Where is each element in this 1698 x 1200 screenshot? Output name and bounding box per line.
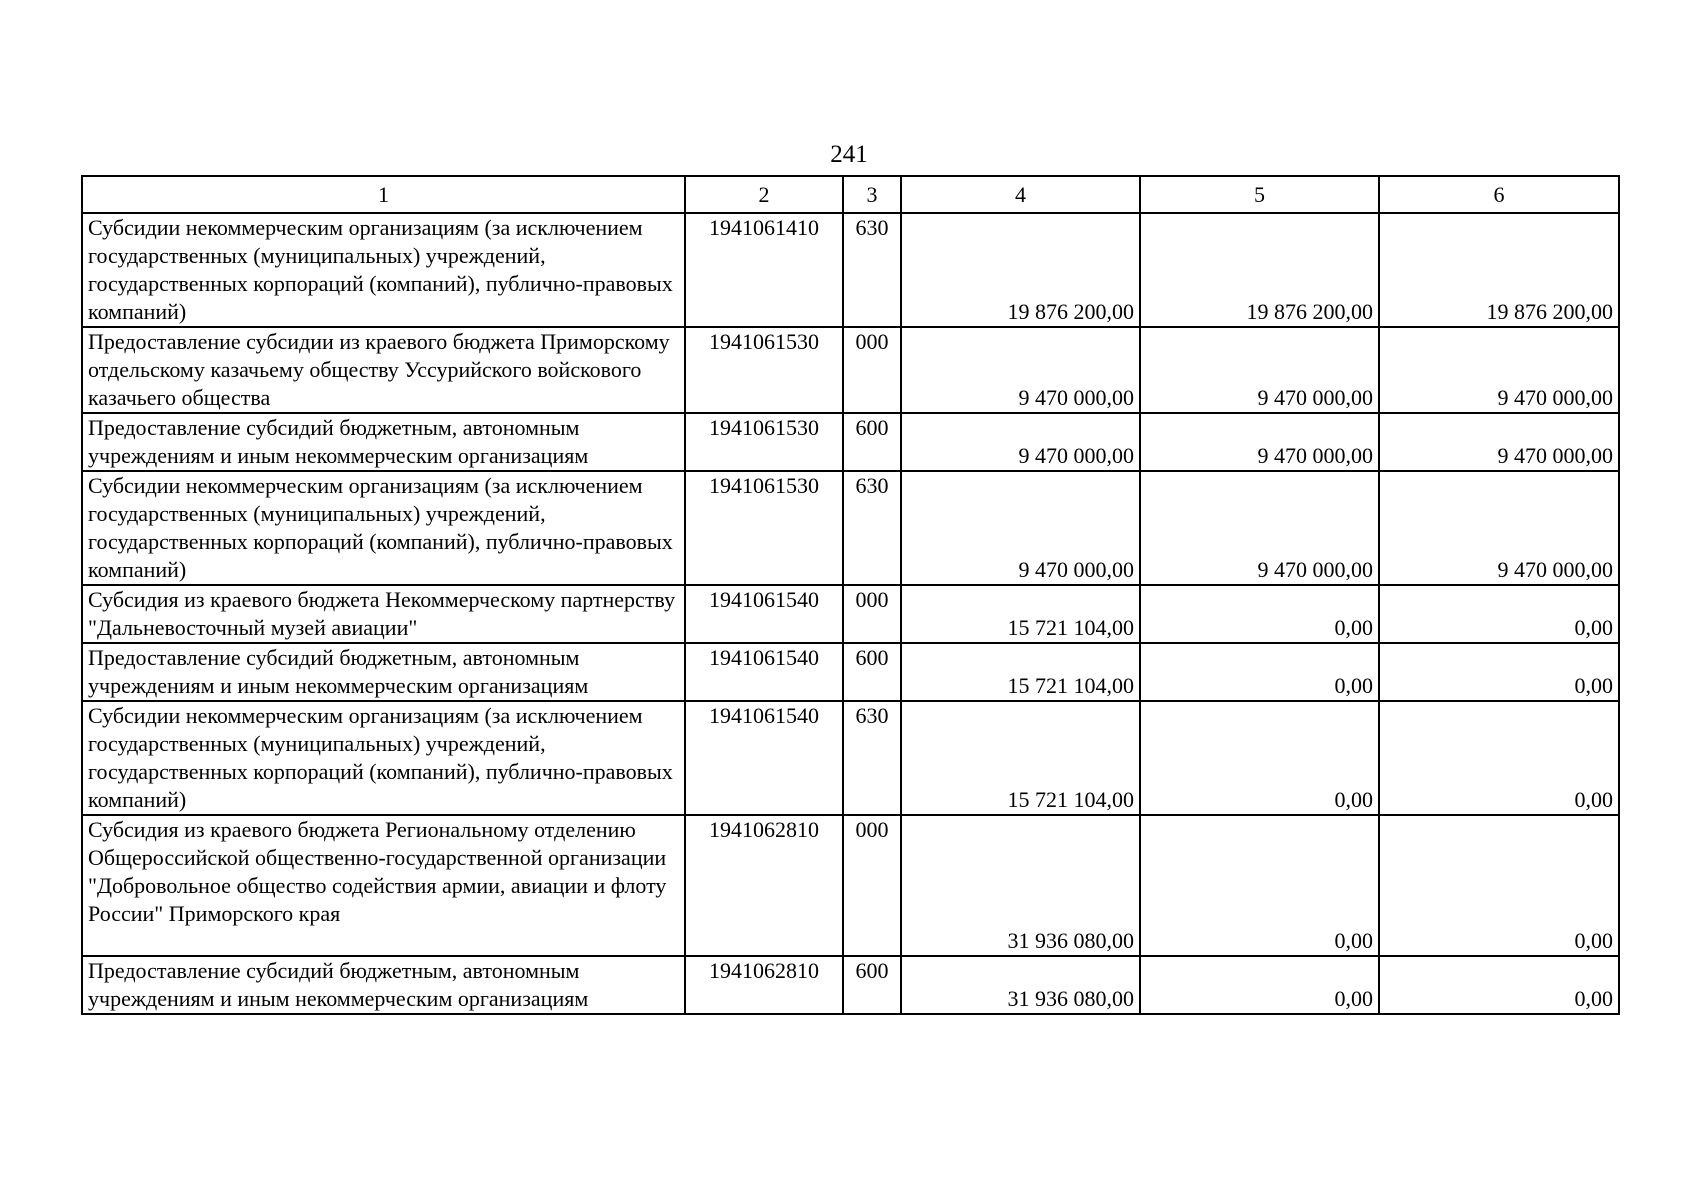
row-type: 630 [843,471,901,585]
row-code: 1941062810 [685,956,843,1014]
row-value-5: 0,00 [1140,956,1379,1014]
row-name: Субсидии некоммерческим организациям (за исключением государственных (муниципальных) учреждений, государственных корпораций (компаний), публично-правовых компаний) [82,471,685,585]
row-value-6: 19 876 200,00 [1379,213,1619,327]
table-body [82,213,1619,1014]
row-value-6: 9 470 000,00 [1379,413,1619,471]
table-row [82,327,1619,413]
row-type: 630 [843,701,901,815]
header-col-6: 6 [1379,176,1619,213]
row-value-5: 0,00 [1140,815,1379,956]
row-value-5: 0,00 [1140,585,1379,643]
row-value-4: 19 876 200,00 [901,213,1140,327]
row-code: 1941061540 [685,585,843,643]
table-row [82,471,1619,585]
row-value-6: 0,00 [1379,701,1619,815]
table-row [82,643,1619,701]
row-name: Предоставление субсидий бюджетным, автономным учреждениям и иным некоммерческим организациям [82,413,685,471]
row-name: Субсидия из краевого бюджета Региональному отделению Общероссийской общественно-государственной организации "Добровольное общество содействия армии, авиации и флоту России" Приморского края [82,815,685,956]
row-type: 000 [843,585,901,643]
budget-table [81,175,1620,1015]
row-value-6: 9 470 000,00 [1379,471,1619,585]
row-value-6: 0,00 [1379,643,1619,701]
table-header [82,176,1619,213]
row-value-4: 15 721 104,00 [901,585,1140,643]
row-value-4: 31 936 080,00 [901,815,1140,956]
header-col-2: 2 [685,176,843,213]
row-value-5: 9 470 000,00 [1140,471,1379,585]
row-value-6: 0,00 [1379,956,1619,1014]
table-row [82,701,1619,815]
table-row [82,956,1619,1014]
header-col-1: 1 [82,176,685,213]
header-row [82,176,1619,213]
row-code: 1941061540 [685,643,843,701]
row-code: 1941061540 [685,701,843,815]
row-value-4: 15 721 104,00 [901,701,1140,815]
row-name: Субсидии некоммерческим организациям (за исключением государственных (муниципальных) учреждений, государственных корпораций (компаний), публично-правовых компаний) [82,213,685,327]
row-type: 000 [843,815,901,956]
row-type: 600 [843,956,901,1014]
row-value-5: 9 470 000,00 [1140,327,1379,413]
header-col-3: 3 [843,176,901,213]
row-type: 630 [843,213,901,327]
table-row [82,413,1619,471]
row-code: 1941062810 [685,815,843,956]
row-type: 600 [843,413,901,471]
header-col-5: 5 [1140,176,1379,213]
row-value-6: 0,00 [1379,585,1619,643]
table-row [82,815,1619,956]
row-value-4: 31 936 080,00 [901,956,1140,1014]
row-value-4: 9 470 000,00 [901,471,1140,585]
table-row [82,585,1619,643]
row-code: 1941061410 [685,213,843,327]
row-code: 1941061530 [685,413,843,471]
row-code: 1941061530 [685,471,843,585]
row-code: 1941061530 [685,327,843,413]
row-name: Предоставление субсидии из краевого бюджета Приморскому отдельскому казачьему обществу Уссурийского войскового казачьего общества [82,327,685,413]
header-col-4: 4 [901,176,1140,213]
row-type: 600 [843,643,901,701]
table-row [82,213,1619,327]
row-value-6: 9 470 000,00 [1379,327,1619,413]
page-number: 241 [830,141,868,168]
row-value-5: 19 876 200,00 [1140,213,1379,327]
row-value-5: 0,00 [1140,643,1379,701]
row-value-4: 9 470 000,00 [901,413,1140,471]
row-value-5: 0,00 [1140,701,1379,815]
row-name: Предоставление субсидий бюджетным, автономным учреждениям и иным некоммерческим организациям [82,956,685,1014]
row-value-5: 9 470 000,00 [1140,413,1379,471]
row-name: Предоставление субсидий бюджетным, автономным учреждениям и иным некоммерческим организациям [82,643,685,701]
row-type: 000 [843,327,901,413]
row-name: Субсидии некоммерческим организациям (за исключением государственных (муниципальных) учреждений, государственных корпораций (компаний), публично-правовых компаний) [82,701,685,815]
row-name: Субсидия из краевого бюджета Некоммерческому партнерству "Дальневосточный музей авиации" [82,585,685,643]
row-value-4: 9 470 000,00 [901,327,1140,413]
row-value-6: 0,00 [1379,815,1619,956]
row-value-4: 15 721 104,00 [901,643,1140,701]
